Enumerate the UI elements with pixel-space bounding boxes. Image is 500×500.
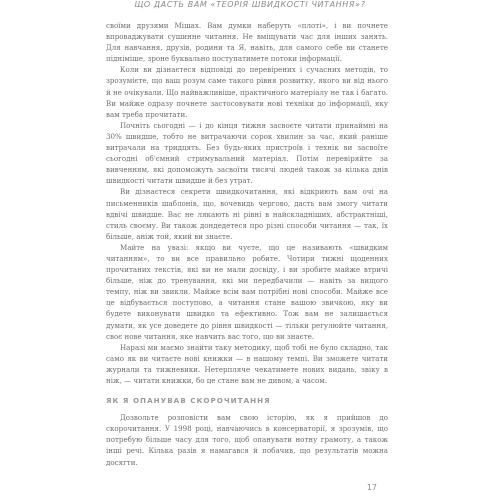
paragraph: Ви дізнаєтеся секрети швидкочитання, які відкриють вам очі на письменників шаблонів, що, вочевидь чергово, дасть вам змогу читати вдвічі швидше. Вас не лякають ні рівні в найскладніших, абстрактніші, стиль своєму. Ви також дондедетеся про різні способи читання — так, їх більше, аніж той, який ви знаєте. bbox=[106, 187, 388, 241]
paragraph: Коли ви дізнаєтеся відповіді до перевірених і сучасних методів, то зрозумієте, що ваш розум саме такого рівня розвитку, якого ви від нього й не очікували. Що найважливіше, практичного матеріалу не так і багато. Ви майже одразу почнете застосовувати нові техніки до інформації, яку вам треба прочитати. bbox=[106, 65, 388, 119]
paragraph: Наразі ми маємо знайти таку методику, щоб тобі не було складно, так само як ви читаєте нові книжки — в нашому темпі. Ви зможете читати журнали та тижневики. Нетерпляче чекатимете нових видань, звіку в ніж, — читати книжки, бо це стане вам не дивом, а часом. bbox=[106, 342, 388, 385]
paragraph: Почніть сьогодні — і до кінця тижня засвоєте читати принаймні на 30% швидше, тобто не витрачаючи сорок хвилин за час, який раніше витрачали на тридцять. Без будь-яких пристроїв і технік ви засвоїте сьогодні об'ємний стримувальний матеріал. Потім перевіряйте за вивченням, які допоможуть засвоїти тисячі людей також за кілька днів швидкості читати швидше й без утрат. bbox=[106, 120, 388, 186]
paragraph: Майте на увазі: якщо ви чуєте, що це називають «швидким читанням», то ви все правильно робите. Чотири тижні щоденних прочитаних текстів, які ви не мали досвіду, і ви зробите майже втричі більше, ніж до тренування, які ми передбачили — навіть за вищого темпу, ніж ви звикли. Майже всім вам потрібні нові способи. Майже все це відбувається поступово, а читання стане вашою звичкою, яку ви будете виконувати швидко та ефективно. Тож вам не залишається думати, як усе доведете до рівня швидкості — тільки регулюйте читання, своє нове читання, яке навчить вас того, що ви знаєте. bbox=[106, 242, 388, 341]
page-number: 17 bbox=[366, 483, 377, 492]
section-heading: ЯК Я ОПАНУВАВ СКОРОЧИТАННЯ bbox=[106, 396, 271, 406]
body-text bbox=[106, 20, 388, 468]
running-header: ЩО ДАСТЬ ВАМ «ТЕОРІЯ ШВИДКОСТІ ЧИТАННЯ»? bbox=[134, 0, 366, 9]
paragraph: Дозвольте розповісти вам свою історію, як я прийшов до скорочитання. У 1998 році, навчаючись в консерваторії, я зрозумів, що потребую більше часу для того, щоб опанувати нотну грамоту, а також інші речі. Кілька разів я намагався й побачив, що результатів можна досягти. bbox=[106, 413, 388, 467]
paragraph: своїми друзями Мішах. Вам думки наберуть «плоті», і ви почнете впроваджувати сушинне читання. Не вміщувати час для інших занять. Для навчання, друзів, родини та Я, навіть, для самого себе ви станете підніміше, зроне буквально поступатимете потоки інформації. bbox=[106, 21, 388, 64]
